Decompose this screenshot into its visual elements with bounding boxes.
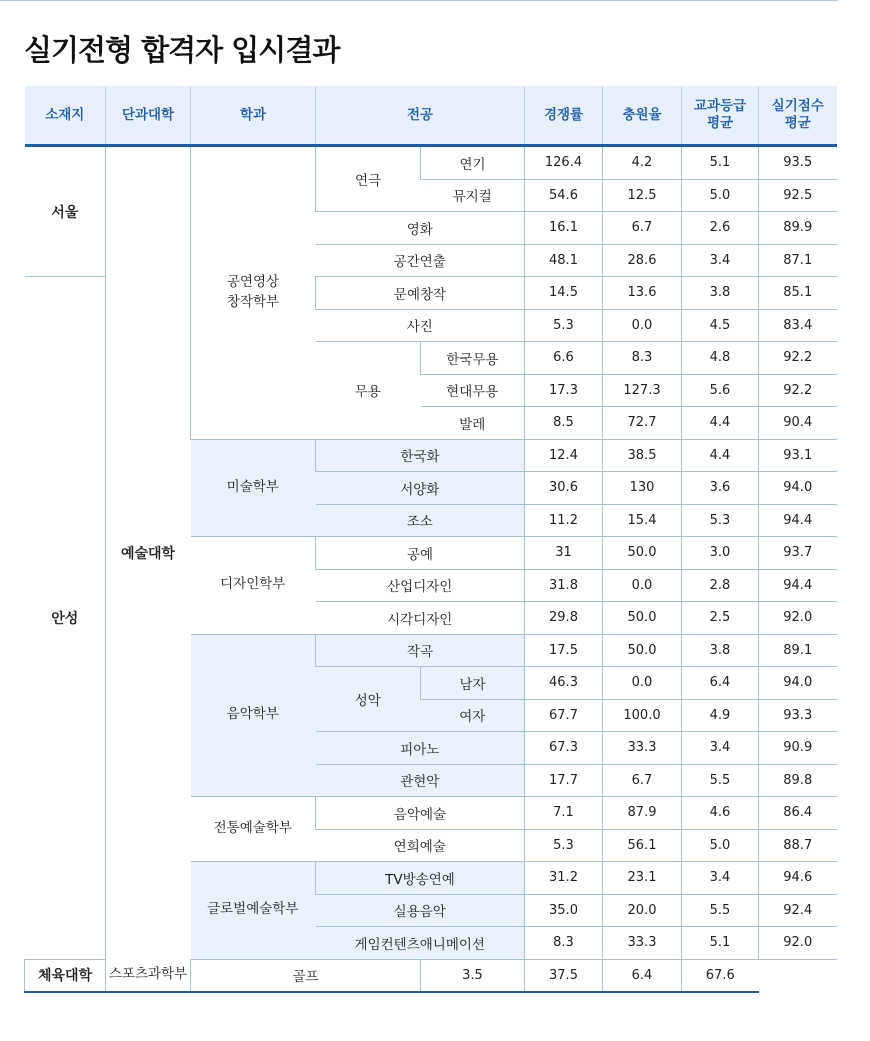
fill-rate-cell: 8.3 [603,342,682,375]
competition-cell: 54.6 [525,179,603,212]
header-college: 단과대학 [106,86,191,146]
practical-cell: 92.5 [759,179,837,212]
practical-cell: 88.7 [759,829,837,862]
fill-rate-cell: 33.3 [603,927,682,960]
practical-cell: 92.0 [759,602,837,635]
major-cell: 영화 [316,212,525,245]
competition-cell: 14.5 [525,277,603,310]
major-cell: TV방송연예 [316,862,525,895]
practical-cell: 90.4 [759,407,837,440]
fill-rate-cell: 6.7 [603,764,682,797]
grade-cell: 4.6 [682,797,759,830]
competition-cell: 17.7 [525,764,603,797]
grade-cell: 6.4 [682,667,759,700]
fill-rate-cell: 100.0 [603,699,682,732]
competition-cell: 67.7 [525,699,603,732]
competition-cell: 3.5 [421,959,525,992]
practical-cell: 89.8 [759,764,837,797]
table-row [25,959,837,992]
grade-cell: 3.8 [682,277,759,310]
grade-cell: 5.5 [682,894,759,927]
department-cell: 공연영상 창작학부 [191,146,316,440]
grade-cell: 5.0 [682,179,759,212]
grade-cell: 3.8 [682,634,759,667]
page-title: 실기전형 합격자 입시결과 [24,33,340,67]
admission-results-table [24,86,837,993]
competition-cell: 35.0 [525,894,603,927]
fill-rate-cell: 4.2 [603,146,682,180]
grade-cell: 5.1 [682,146,759,180]
competition-cell: 5.3 [525,829,603,862]
grade-cell: 5.3 [682,504,759,537]
major-cell: 문예창작 [316,277,525,310]
grade-cell: 5.0 [682,829,759,862]
fill-rate-cell: 6.7 [603,212,682,245]
department-cell: 스포츠과학부 [106,959,191,992]
header-row [25,86,837,146]
fill-rate-cell: 28.6 [603,244,682,277]
major-group-cell: 성악 [316,667,421,732]
major-cell: 피아노 [316,732,525,765]
grade-cell: 5.6 [682,374,759,407]
practical-cell: 94.0 [759,667,837,700]
practical-cell: 92.0 [759,927,837,960]
practical-cell: 86.4 [759,797,837,830]
major-cell: 게임컨텐츠애니메이션 [316,927,525,960]
competition-cell: 126.4 [525,146,603,180]
major-cell: 뮤지컬 [421,179,525,212]
fill-rate-cell: 20.0 [603,894,682,927]
grade-cell: 5.1 [682,927,759,960]
practical-cell: 93.7 [759,537,837,570]
major-cell: 작곡 [316,634,525,667]
fill-rate-cell: 50.0 [603,537,682,570]
competition-cell: 6.6 [525,342,603,375]
competition-cell: 8.3 [525,927,603,960]
major-cell: 조소 [316,504,525,537]
department-cell: 디자인학부 [191,537,316,635]
major-cell: 남자 [421,667,525,700]
practical-cell: 87.1 [759,244,837,277]
practical-cell: 94.6 [759,862,837,895]
fill-rate-cell: 33.3 [603,732,682,765]
grade-cell: 6.4 [603,959,682,992]
major-cell: 연기 [421,146,525,180]
fill-rate-cell: 50.0 [603,602,682,635]
major-cell: 공예 [316,537,525,570]
grade-cell: 2.5 [682,602,759,635]
grade-cell: 3.4 [682,862,759,895]
practical-cell: 89.9 [759,212,837,245]
department-cell: 음악학부 [191,634,316,797]
grade-cell: 5.5 [682,764,759,797]
department-cell: 글로벌예술학부 [191,862,316,960]
fill-rate-cell: 15.4 [603,504,682,537]
competition-cell: 17.3 [525,374,603,407]
major-cell: 한국화 [316,439,525,472]
competition-cell: 31.2 [525,862,603,895]
major-cell: 한국무용 [421,342,525,375]
practical-cell: 67.6 [682,959,759,992]
competition-cell: 7.1 [525,797,603,830]
grade-cell: 4.9 [682,699,759,732]
competition-cell: 11.2 [525,504,603,537]
practical-cell: 93.3 [759,699,837,732]
grade-cell: 4.4 [682,407,759,440]
header-competition: 경쟁률 [525,86,603,146]
practical-cell: 92.2 [759,374,837,407]
grade-cell: 4.5 [682,309,759,342]
fill-rate-cell: 12.5 [603,179,682,212]
header-location: 소재지 [25,86,106,146]
major-cell: 음악예술 [316,797,525,830]
major-cell: 관현악 [316,764,525,797]
practical-cell: 93.5 [759,146,837,180]
practical-cell: 89.1 [759,634,837,667]
header-major: 전공 [316,86,525,146]
major-cell: 여자 [421,699,525,732]
major-group-cell: 무용 [316,342,421,440]
competition-cell: 31.8 [525,569,603,602]
fill-rate-cell: 37.5 [525,959,603,992]
fill-rate-cell: 13.6 [603,277,682,310]
department-cell: 전통예술학부 [191,797,316,862]
grade-cell: 2.6 [682,212,759,245]
major-cell: 공간연출 [316,244,525,277]
header-fill-rate: 충원율 [603,86,682,146]
fill-rate-cell: 38.5 [603,439,682,472]
competition-cell: 12.4 [525,439,603,472]
grade-cell: 2.8 [682,569,759,602]
top-rule [0,0,838,1]
header-department: 학과 [191,86,316,146]
fill-rate-cell: 0.0 [603,667,682,700]
practical-cell: 94.0 [759,472,837,505]
fill-rate-cell: 72.7 [603,407,682,440]
competition-cell: 30.6 [525,472,603,505]
practical-cell: 93.1 [759,439,837,472]
grade-cell: 3.4 [682,244,759,277]
location-cell: 서울 [25,146,106,277]
fill-rate-cell: 87.9 [603,797,682,830]
fill-rate-cell: 56.1 [603,829,682,862]
fill-rate-cell: 0.0 [603,309,682,342]
major-cell: 연희예술 [316,829,525,862]
major-cell: 사진 [316,309,525,342]
competition-cell: 67.3 [525,732,603,765]
fill-rate-cell: 127.3 [603,374,682,407]
competition-cell: 17.5 [525,634,603,667]
major-cell: 실용음악 [316,894,525,927]
practical-cell: 85.1 [759,277,837,310]
practical-cell: 83.4 [759,309,837,342]
header-practical: 실기점수 평균 [759,86,837,146]
fill-rate-cell: 0.0 [603,569,682,602]
competition-cell: 46.3 [525,667,603,700]
practical-cell: 94.4 [759,569,837,602]
grade-cell: 4.8 [682,342,759,375]
competition-cell: 29.8 [525,602,603,635]
fill-rate-cell: 50.0 [603,634,682,667]
practical-cell: 90.9 [759,732,837,765]
fill-rate-cell: 130 [603,472,682,505]
major-cell: 시각디자인 [316,602,525,635]
major-cell: 발레 [421,407,525,440]
grade-cell: 3.0 [682,537,759,570]
grade-cell: 4.4 [682,439,759,472]
header-grade: 교과등급 평균 [682,86,759,146]
practical-cell: 94.4 [759,504,837,537]
major-cell: 서양화 [316,472,525,505]
practical-cell: 92.2 [759,342,837,375]
department-cell: 미술학부 [191,439,316,537]
major-group-cell: 연극 [316,146,421,212]
grade-cell: 3.4 [682,732,759,765]
practical-cell: 92.4 [759,894,837,927]
grade-cell: 3.6 [682,472,759,505]
major-cell: 현대무용 [421,374,525,407]
competition-cell: 31 [525,537,603,570]
competition-cell: 5.3 [525,309,603,342]
competition-cell: 48.1 [525,244,603,277]
major-cell: 골프 [191,959,421,992]
competition-cell: 8.5 [525,407,603,440]
college-cell: 체육대학 [25,959,106,992]
competition-cell: 16.1 [525,212,603,245]
major-cell: 산업디자인 [316,569,525,602]
college-cell: 예술대학 [106,146,191,960]
fill-rate-cell: 23.1 [603,862,682,895]
table-row [25,146,837,180]
location-cell: 안성 [51,610,79,627]
